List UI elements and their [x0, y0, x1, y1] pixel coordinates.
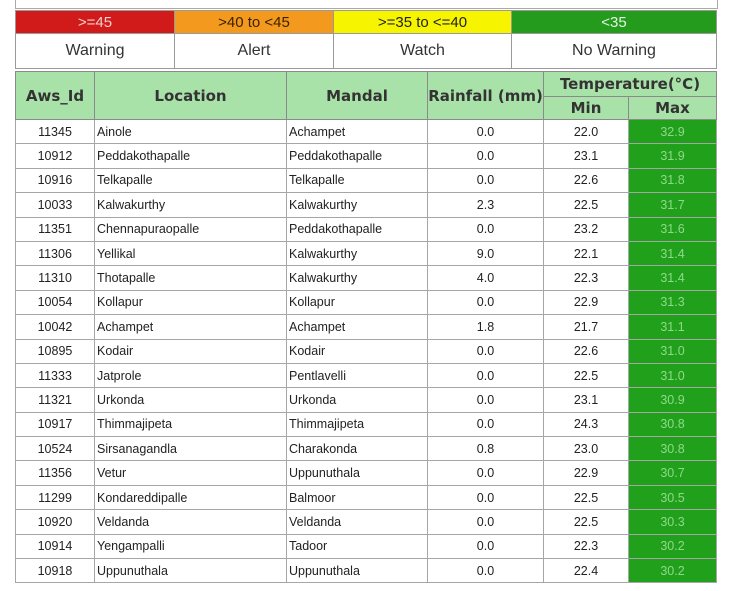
cell-aws-id: 11299 [16, 485, 95, 509]
cell-mandal: Kalwakurthy [287, 266, 428, 290]
cell-location: Veldanda [95, 510, 287, 534]
table-row [16, 315, 717, 339]
cell-aws-id: 11351 [16, 217, 95, 241]
table-row [16, 339, 717, 363]
cell-min: 22.5 [544, 485, 629, 509]
cell-rainfall: 0.8 [428, 437, 544, 461]
legend-label-alert: Alert [175, 34, 334, 69]
table-row [16, 363, 717, 387]
cell-mandal: Peddakothapalle [287, 217, 428, 241]
cell-rainfall: 4.0 [428, 266, 544, 290]
cell-mandal: Kollapur [287, 290, 428, 314]
cell-rainfall: 9.0 [428, 241, 544, 265]
legend-range-watch: >=35 to <=40 [334, 11, 512, 34]
cell-location: Yengampalli [95, 534, 287, 558]
cell-rainfall: 0.0 [428, 120, 544, 144]
cell-min: 22.3 [544, 534, 629, 558]
table-row [16, 241, 717, 265]
cell-max: 30.7 [629, 461, 717, 485]
cell-aws-id: 10033 [16, 193, 95, 217]
cell-max: 31.8 [629, 168, 717, 192]
table-row [16, 290, 717, 314]
cell-mandal: Achampet [287, 315, 428, 339]
cell-min: 24.3 [544, 412, 629, 436]
cell-min: 23.2 [544, 217, 629, 241]
cell-aws-id: 11345 [16, 120, 95, 144]
table-body [16, 120, 717, 583]
header-max: Max [629, 97, 717, 120]
header-temperature: Temperature(°C) [544, 72, 717, 97]
cell-location: Ainole [95, 120, 287, 144]
cell-rainfall: 0.0 [428, 412, 544, 436]
cell-rainfall: 0.0 [428, 144, 544, 168]
cell-max: 31.0 [629, 339, 717, 363]
table-row [16, 388, 717, 412]
cell-aws-id: 10914 [16, 534, 95, 558]
table-row [16, 534, 717, 558]
cell-rainfall: 0.0 [428, 485, 544, 509]
table-row [16, 559, 717, 583]
cell-location: Thimmajipeta [95, 412, 287, 436]
cell-rainfall: 0.0 [428, 461, 544, 485]
cell-min: 22.9 [544, 461, 629, 485]
cell-max: 31.1 [629, 315, 717, 339]
cell-mandal: Pentlavelli [287, 363, 428, 387]
cell-location: Uppunuthala [95, 559, 287, 583]
cell-max: 30.3 [629, 510, 717, 534]
cell-location: Achampet [95, 315, 287, 339]
cell-aws-id: 10920 [16, 510, 95, 534]
cell-mandal: Tadoor [287, 534, 428, 558]
cell-mandal: Peddakothapalle [287, 144, 428, 168]
cell-aws-id: 11333 [16, 363, 95, 387]
cell-rainfall: 0.0 [428, 339, 544, 363]
cell-rainfall: 0.0 [428, 388, 544, 412]
table-row [16, 144, 717, 168]
legend-label-no-warning: No Warning [512, 34, 717, 69]
cell-min: 22.3 [544, 266, 629, 290]
cell-max: 30.8 [629, 412, 717, 436]
cell-max: 31.0 [629, 363, 717, 387]
cell-aws-id: 11310 [16, 266, 95, 290]
cell-rainfall: 0.0 [428, 168, 544, 192]
cell-aws-id: 10916 [16, 168, 95, 192]
legend-label-warning: Warning [16, 34, 175, 69]
header-aws-id: Aws_Id [16, 72, 95, 120]
cell-max: 30.2 [629, 534, 717, 558]
cell-max: 31.9 [629, 144, 717, 168]
header-location: Location [95, 72, 287, 120]
cell-rainfall: 0.0 [428, 363, 544, 387]
cell-max: 31.7 [629, 193, 717, 217]
cell-location: Vetur [95, 461, 287, 485]
cell-max: 31.4 [629, 241, 717, 265]
table-row [16, 217, 717, 241]
cell-aws-id: 11321 [16, 388, 95, 412]
table-row [16, 120, 717, 144]
cell-location: Yellikal [95, 241, 287, 265]
weather-report [15, 10, 716, 583]
header-mandal: Mandal [287, 72, 428, 120]
cell-aws-id: 11306 [16, 241, 95, 265]
cell-min: 22.0 [544, 120, 629, 144]
table-row [16, 193, 717, 217]
cell-min: 22.6 [544, 168, 629, 192]
cell-rainfall: 0.0 [428, 534, 544, 558]
header-rainfall: Rainfall (mm) [428, 72, 544, 120]
cell-aws-id: 10054 [16, 290, 95, 314]
table-row [16, 437, 717, 461]
cell-max: 31.6 [629, 217, 717, 241]
cell-mandal: Charakonda [287, 437, 428, 461]
cell-mandal: Kalwakurthy [287, 193, 428, 217]
cell-aws-id: 10524 [16, 437, 95, 461]
legend-table [15, 10, 717, 69]
cell-location: Kondareddipalle [95, 485, 287, 509]
cell-location: Kodair [95, 339, 287, 363]
cell-mandal: Kodair [287, 339, 428, 363]
cell-mandal: Uppunuthala [287, 559, 428, 583]
cell-aws-id: 11356 [16, 461, 95, 485]
cell-min: 22.1 [544, 241, 629, 265]
cell-rainfall: 0.0 [428, 510, 544, 534]
cell-mandal: Thimmajipeta [287, 412, 428, 436]
table-row [16, 461, 717, 485]
cell-location: Kalwakurthy [95, 193, 287, 217]
legend-label-watch: Watch [334, 34, 512, 69]
cell-max: 32.9 [629, 120, 717, 144]
cell-aws-id: 10917 [16, 412, 95, 436]
cell-rainfall: 2.3 [428, 193, 544, 217]
cell-rainfall: 0.0 [428, 290, 544, 314]
legend-range-no-warning: <35 [512, 11, 717, 34]
cell-mandal: Veldanda [287, 510, 428, 534]
cell-location: Urkonda [95, 388, 287, 412]
cell-mandal: Urkonda [287, 388, 428, 412]
cell-mandal: Uppunuthala [287, 461, 428, 485]
cell-location: Thotapalle [95, 266, 287, 290]
cell-mandal: Kalwakurthy [287, 241, 428, 265]
cell-mandal: Achampet [287, 120, 428, 144]
cell-min: 22.5 [544, 363, 629, 387]
cell-min: 22.5 [544, 193, 629, 217]
cell-location: Sirsanagandla [95, 437, 287, 461]
legend-range-alert: >40 to <45 [175, 11, 334, 34]
table-row [16, 168, 717, 192]
cell-location: Chennapuraopalle [95, 217, 287, 241]
cell-aws-id: 10918 [16, 559, 95, 583]
cell-max: 30.2 [629, 559, 717, 583]
cell-mandal: Balmoor [287, 485, 428, 509]
cell-rainfall: 0.0 [428, 559, 544, 583]
cell-min: 22.9 [544, 290, 629, 314]
legend-range-warning: >=45 [16, 11, 175, 34]
top-border [15, 0, 718, 9]
cell-min: 23.1 [544, 388, 629, 412]
cell-min: 23.0 [544, 437, 629, 461]
cell-min: 22.6 [544, 339, 629, 363]
cell-min: 22.5 [544, 510, 629, 534]
cell-max: 31.4 [629, 266, 717, 290]
cell-rainfall: 0.0 [428, 217, 544, 241]
cell-min: 22.4 [544, 559, 629, 583]
cell-min: 23.1 [544, 144, 629, 168]
cell-max: 30.9 [629, 388, 717, 412]
cell-mandal: Telkapalle [287, 168, 428, 192]
cell-aws-id: 10895 [16, 339, 95, 363]
cell-max: 30.5 [629, 485, 717, 509]
table-row [16, 266, 717, 290]
temperature-table [15, 71, 717, 583]
cell-location: Telkapalle [95, 168, 287, 192]
cell-aws-id: 10912 [16, 144, 95, 168]
table-row [16, 485, 717, 509]
cell-rainfall: 1.8 [428, 315, 544, 339]
cell-location: Jatprole [95, 363, 287, 387]
header-min: Min [544, 97, 629, 120]
cell-min: 21.7 [544, 315, 629, 339]
cell-max: 31.3 [629, 290, 717, 314]
cell-max: 30.8 [629, 437, 717, 461]
cell-aws-id: 10042 [16, 315, 95, 339]
cell-location: Kollapur [95, 290, 287, 314]
cell-location: Peddakothapalle [95, 144, 287, 168]
table-row [16, 510, 717, 534]
table-row [16, 412, 717, 436]
